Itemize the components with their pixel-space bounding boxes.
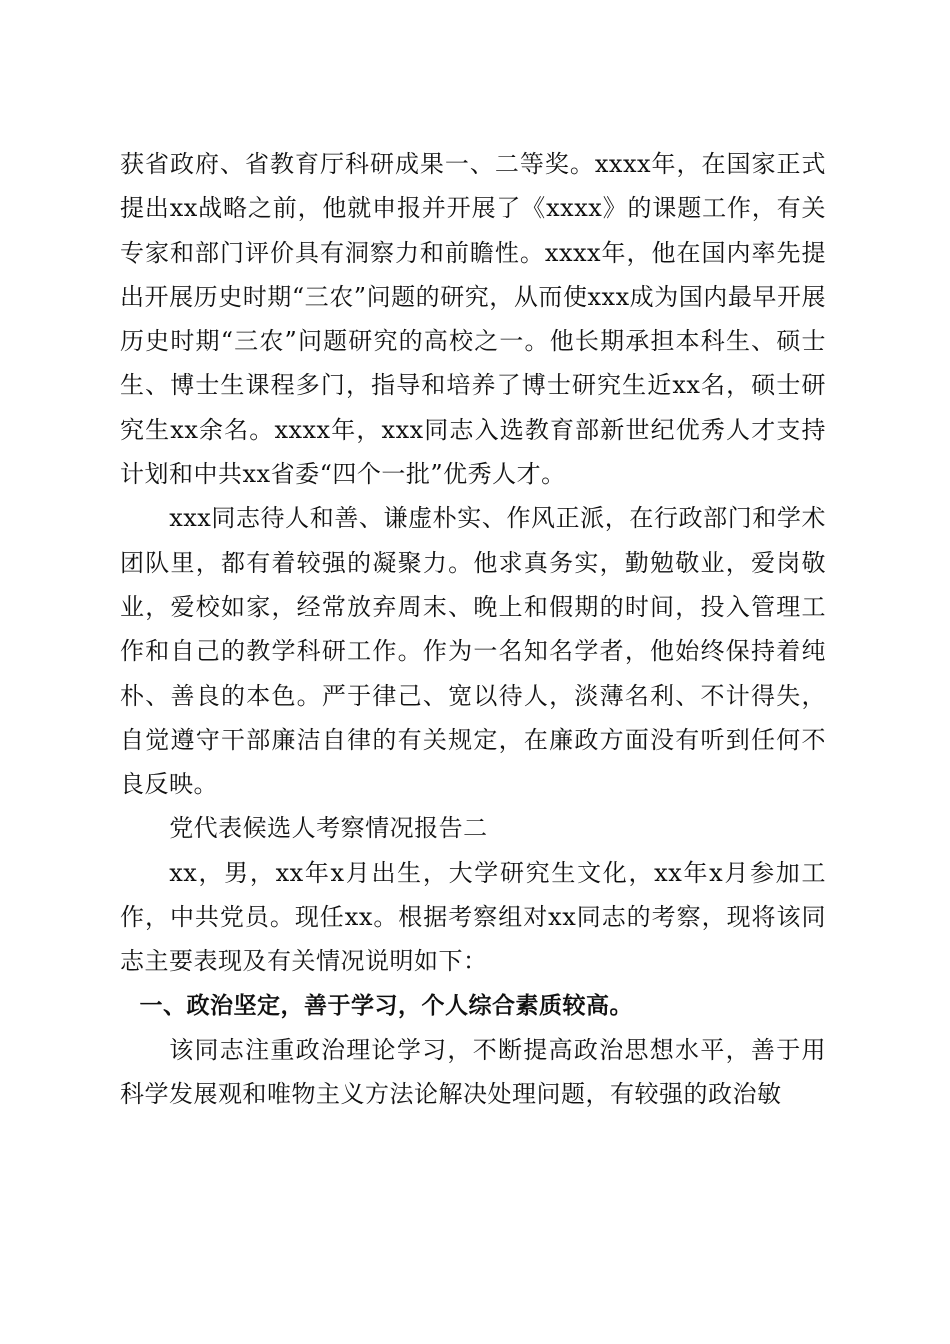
paragraph-character: xxx同志待人和善、谦虚朴实、作风正派，在行政部门和学术团队里，都有着较强的凝聚力。他求真务实，勤勉敬业，爱岗敬业，爱校如家，经常放弃周末、晚上和假期的时间，投入管理工作和自己的教学科研工作。作为一名知名学者，他始终保持着纯朴、善良的本色。严于律己、宽以待人，淡薄名利、不计得失，自觉遵守干部廉洁自律的有关规定，在廉政方面没有听到任何不良反映。 — [120, 504, 826, 799]
section-title: 党代表候选人考察情况报告二 — [169, 814, 488, 843]
paragraph-political-study: 该同志注重政治理论学习，不断提高政治思想水平，善于用科学发展观和唯物主义方法论解决处理问题，有较强的政治敏 — [120, 1035, 826, 1109]
document-body — [120, 142, 826, 1117]
paragraph-intro: xx，男，xx年x月出生，大学研究生文化，xx年x月参加工作，中共党员。现任xx。根据考察组对xx同志的考察，现将该同志主要表现及有关情况说明如下： — [120, 858, 826, 976]
subheading-political: 一、政治坚定，善于学习，个人综合素质较高。 — [139, 992, 634, 1019]
paragraph-awards: 获省政府、省教育厅科研成果一、二等奖。xxxx年，在国家正式提出xx战略之前，他就申报并开展了《xxxx》的课题工作，有关专家和部门评价具有洞察力和前瞻性。xxxx年，他在国内率先提出开展历史时期“三农”问题的研究，从而使xxx成为国内最早开展历史时期“三农”问题研究的高校之一。他长期承担本科生、硕士生、博士生课程多门，指导和培养了博士研究生近xx名，硕士研究生xx余名。xxxx年，xxx同志入选教育部新世纪优秀人才支持计划和中共xx省委“四个一批”优秀人才。 — [120, 150, 826, 489]
